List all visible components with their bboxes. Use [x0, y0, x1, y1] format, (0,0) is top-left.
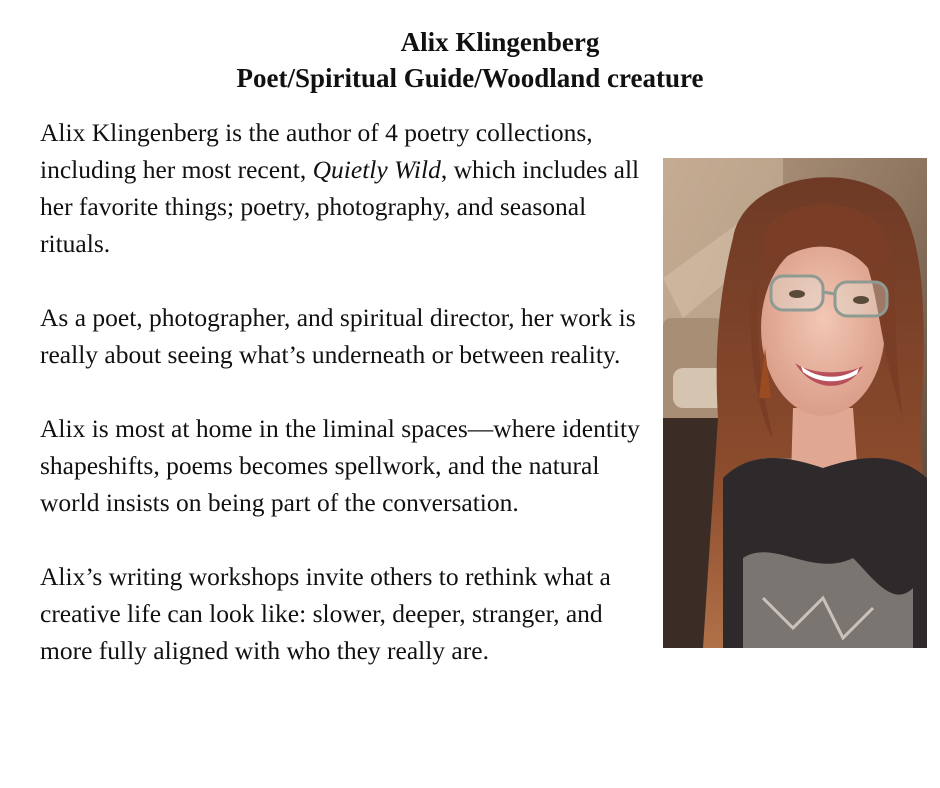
- author-name: Alix Klingenberg: [400, 27, 600, 57]
- bio-p1-text-start: Alix Klingenberg is the author of 4 poetry collections, including her most recent,: [40, 118, 593, 184]
- bio-p1-text-end: , which includes all her favorite things; poetry, photography, and seasonal rituals.: [40, 155, 640, 258]
- bio-paragraph-2: As a poet, photographer, and spiritual director, her work is really about seeing what’s underneath or between reality.: [40, 303, 636, 369]
- portrait-photo-icon: [663, 158, 927, 648]
- author-subtitle: Poet/Spiritual Guide/Woodland creature: [236, 63, 704, 93]
- bio-paragraph-1: [40, 114, 660, 262]
- bio-text: [40, 114, 660, 706]
- author-photo: [663, 158, 927, 648]
- bio-paragraph-3: Alix is most at home in the liminal spaces—where identity shapeshifts, poems becomes spellwork, and the natural world insists on being part of the conversation.: [40, 414, 640, 517]
- book-title: Quietly Wild: [312, 155, 441, 184]
- bio-paragraph-4: Alix’s writing workshops invite others to rethink what a creative life can look like: slower, deeper, stranger, and more fully aligned with who they really are.: [40, 562, 611, 665]
- header: [0, 24, 940, 96]
